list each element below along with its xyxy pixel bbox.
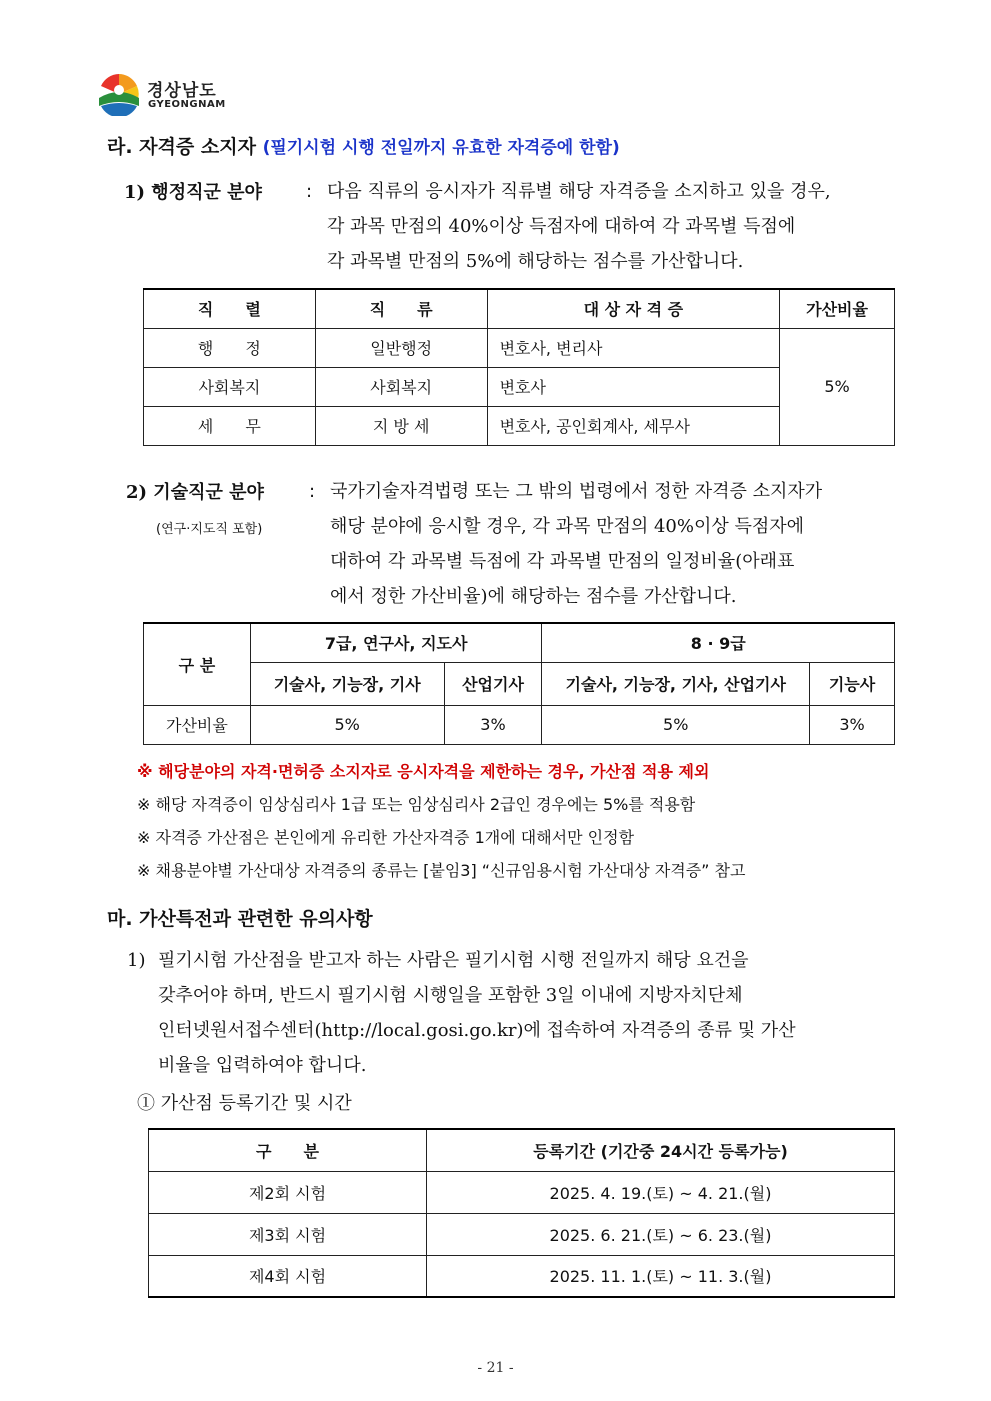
tech-description [330,474,900,614]
table-cell: 3% [810,705,895,744]
tech-label: 2) 기술직군 분야 [126,482,264,503]
admin-colon: : [306,181,313,202]
table-cell: 5% [542,705,810,744]
tech-subheader: 기술사, 기능장, 기사, 산업기사 [542,662,810,705]
item1-line: 인터넷원서접수센터(http://local.gosi.go.kr)에 접속하여 자격증의 종류 및 가산 [158,1020,796,1041]
logo-name: 경상남도 [147,81,217,101]
page-number: - 21 - [477,1360,514,1376]
item1-line: 비율을 입력하여야 합니다. [158,1055,367,1076]
admin-description [327,174,897,279]
notes [137,755,897,887]
table-cell: 사회복지 [315,367,487,406]
tech-line: 국가기술자격법령 또는 그 밖의 법령에서 정한 자격증 소지자가 [330,481,823,502]
tech-group: 8 · 9급 [542,623,895,662]
tech-sublabel: (연구·지도직 포함) [156,522,263,537]
tech-line: 에서 정한 가산비율)에 해당하는 점수를 가산합니다. [330,586,737,607]
table-cell: 제4회 시험 [149,1255,427,1297]
table-cell: 사회복지 [144,367,316,406]
gyeongnam-logo-icon [97,72,141,116]
tech-group: 7급, 연구사, 지도사 [250,623,542,662]
table-cell: 변호사 [487,367,780,406]
item1-line: 갖추어야 하며, 반드시 필기시험 시행일을 포함한 3일 이내에 지방자치단체 [158,985,743,1006]
tech-corner: 구 분 [144,623,251,705]
note-item: ※ 해당 자격증이 임상심리사 1급 또는 임상심리사 2급인 경우에는 5%를 적용함 [137,795,696,814]
admin-line: 각 과목 만점의 40%이상 득점자에 대하여 각 과목별 득점에 [327,216,796,237]
admin-line: 각 과목별 만점의 5%에 해당하는 점수를 가산합니다. [327,251,744,272]
item1-line: 필기시험 가산점을 받고자 하는 사람은 필기시험 시행 전일까지 해당 요건을 [158,950,749,971]
reg-th: 구 분 [149,1129,427,1171]
note-item: ※ 자격증 가산점은 본인에게 유리한 가산자격증 1개에 대해서만 인정함 [137,828,635,847]
table-cell: 제2회 시험 [149,1171,427,1213]
note-item: ※ 채용분야별 가산대상 자격증의 종류는 [붙임3] “신규임용시험 가산대상 자격증” 참고 [137,861,746,880]
sub1-title: ① 가산점 등록기간 및 시간 [137,1093,352,1114]
table-cell: 행 정 [144,328,316,367]
logo-sub: GYEONGNAM [148,99,226,110]
admin-th: 직 류 [315,289,487,328]
reg-th: 등록기간 (기간중 24시간 등록가능) [427,1129,895,1171]
item1-marker: 1) [127,950,146,971]
tech-subheader: 산업기사 [444,662,542,705]
tech-line: 해당 분야에 응시할 경우, 각 과목 만점의 40%이상 득점자에 [330,516,805,537]
table-cell: 지 방 세 [315,406,487,445]
tech-colon: : [309,481,316,502]
table-cell: 2025. 6. 21.(토) ~ 6. 23.(월) [427,1213,895,1255]
table-cell: 2025. 4. 19.(토) ~ 4. 21.(월) [427,1171,895,1213]
admin-cert-table [143,288,895,446]
note-item: ※ 해당분야의 자격·면허증 소지자로 응시자격을 제한하는 경우, 가산점 적용 제외 [137,762,710,781]
table-cell: 3% [444,705,542,744]
admin-th: 가산비율 [780,289,895,328]
table-cell: 2025. 11. 1.(토) ~ 11. 3.(월) [427,1255,895,1297]
tech-line: 대하여 각 과목별 득점에 각 과목별 만점의 일정비율(아래표 [330,551,795,572]
item1-text [158,943,898,1083]
section-ra-title: 라. 자격증 소지자 [107,136,256,158]
section-ra-note: (필기시험 시행 전일까지 유효한 자격증에 한함) [262,138,620,158]
tech-subheader: 기술사, 기능장, 기사 [250,662,444,705]
admin-line: 다음 직류의 응시자가 직류별 해당 자격증을 소지하고 있을 경우, [327,181,831,202]
admin-th: 직 렬 [144,289,316,328]
table-cell: 제3회 시험 [149,1213,427,1255]
admin-th: 대 상 자 격 증 [487,289,780,328]
tech-cert-table [143,622,895,745]
table-cell: 세 무 [144,406,316,445]
table-cell: 5% [250,705,444,744]
tech-subheader: 기능사 [810,662,895,705]
table-cell: 변호사, 공인회계사, 세무사 [487,406,780,445]
table-cell: 일반행정 [315,328,487,367]
registration-period-table [148,1128,895,1298]
tech-row-label: 가산비율 [144,705,251,744]
admin-rate-cell: 5% [780,328,895,445]
admin-label: 1) 행정직군 분야 [124,182,262,203]
table-cell: 변호사, 변리사 [487,328,780,367]
section-ra-heading [107,132,620,159]
section-ma-title: 마. 가산특전과 관련한 유의사항 [107,908,373,930]
